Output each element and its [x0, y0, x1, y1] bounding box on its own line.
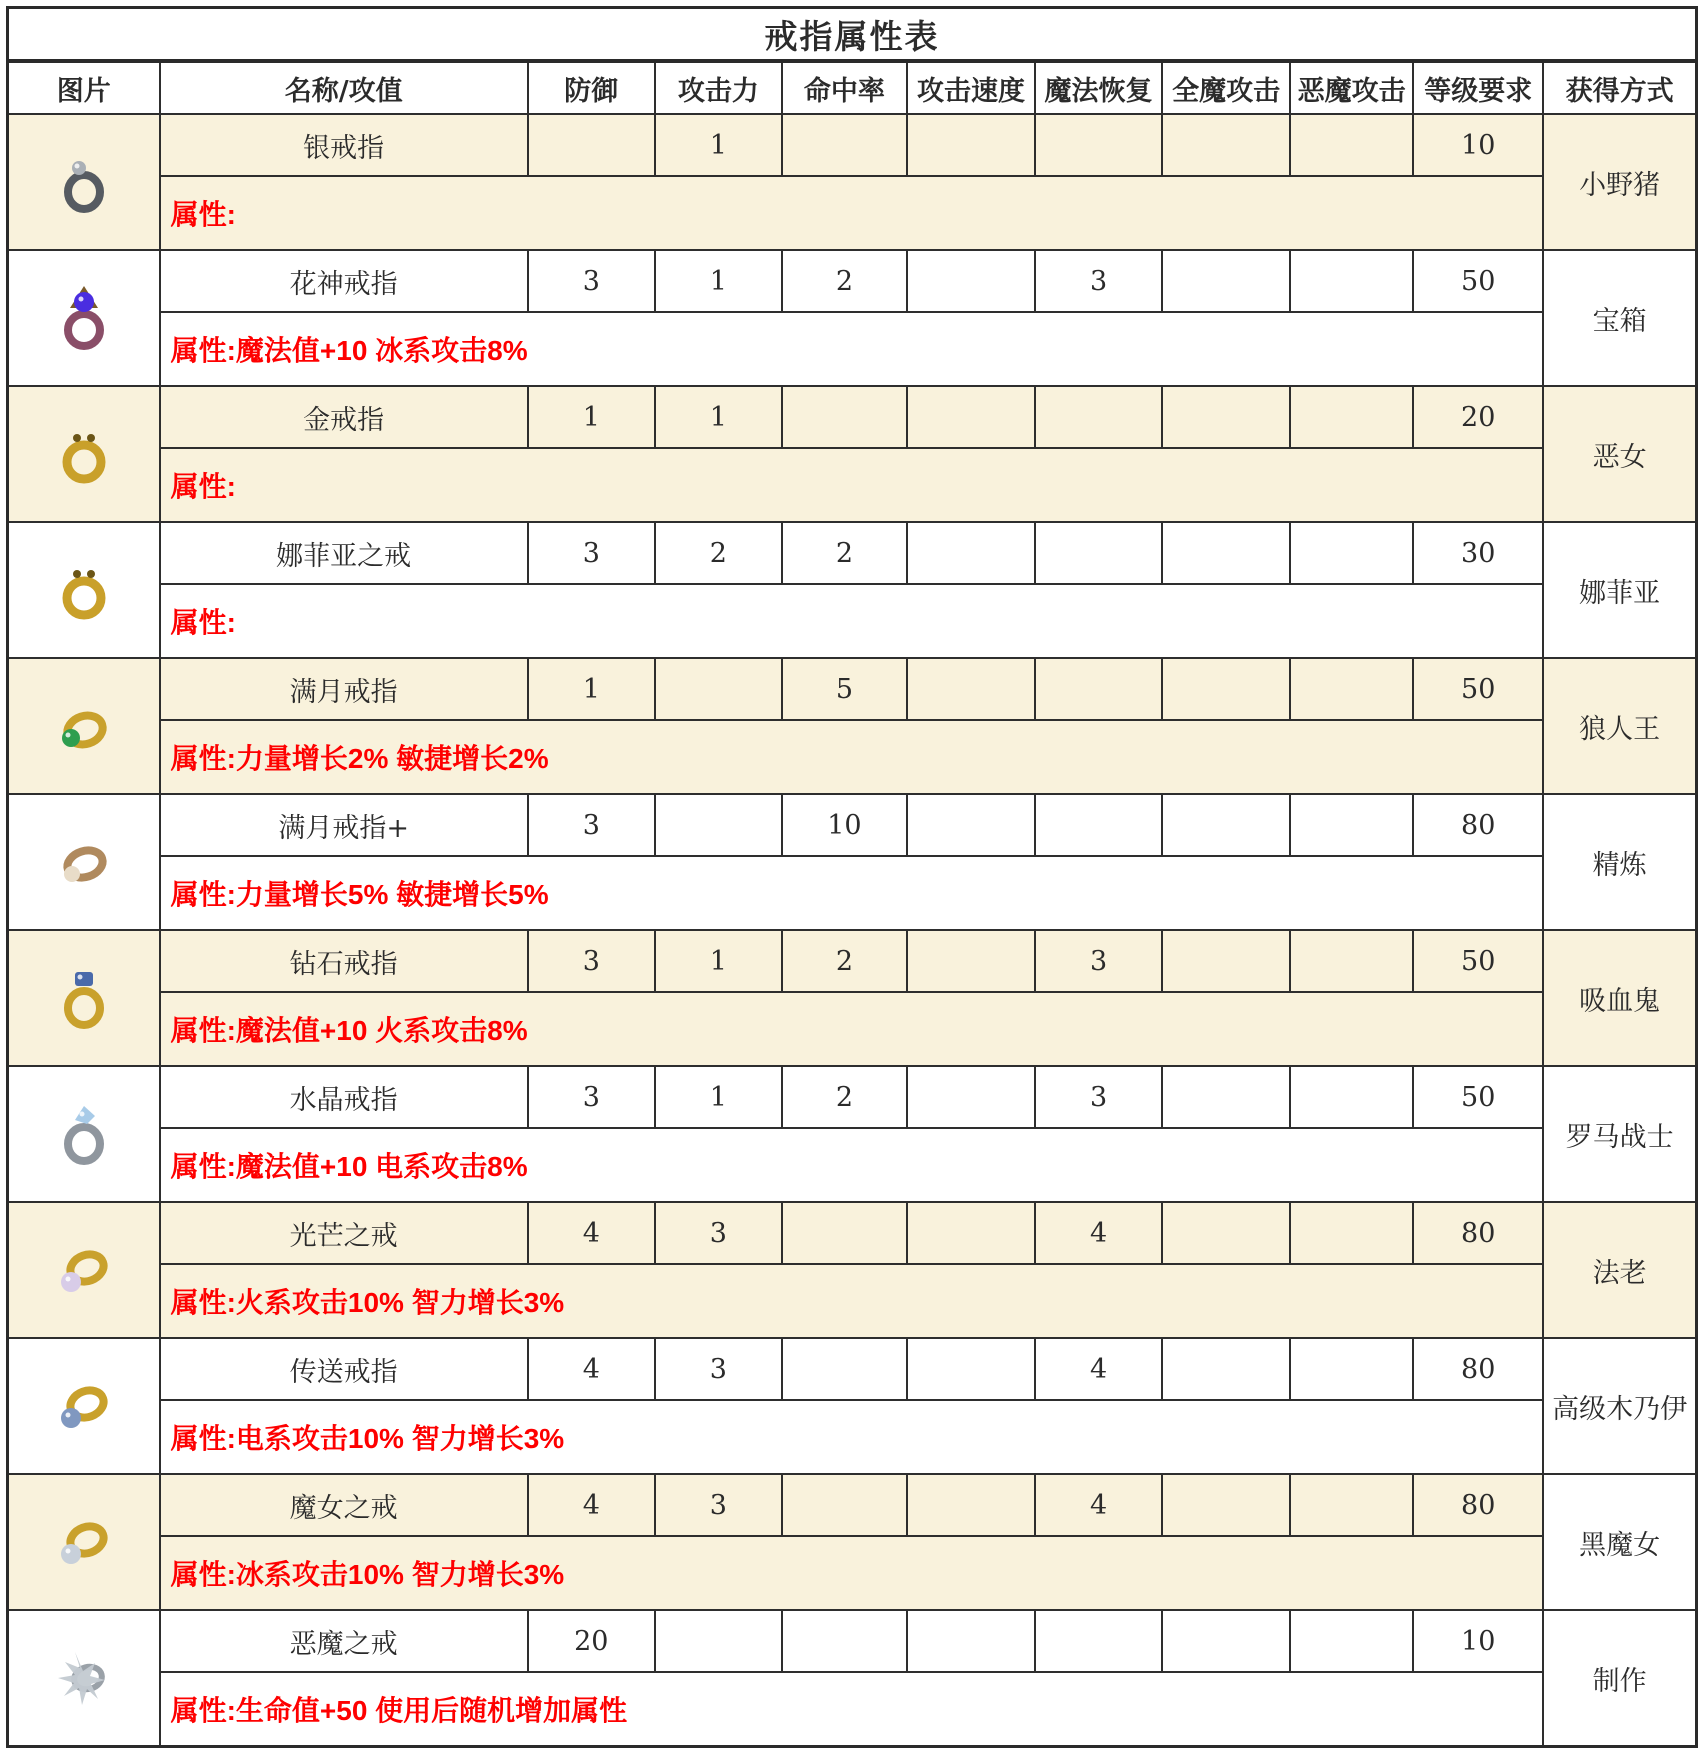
stat-defense: 4 [528, 1338, 655, 1400]
stat-attack-speed [907, 114, 1035, 176]
ring-icon-cell [8, 658, 160, 794]
stat-attack-speed [907, 1474, 1035, 1536]
stat-magic-recovery [1035, 1610, 1162, 1672]
stat-attack: 2 [655, 522, 782, 584]
stat-all-magic-attack [1162, 1202, 1290, 1264]
ring-icon-cell [8, 1338, 160, 1474]
ring-attributes: 属性:冰系攻击10% 智力增长3% [160, 1536, 1544, 1610]
obtain-method: 罗马战士 [1543, 1066, 1696, 1202]
ring-attributes: 属性:火系攻击10% 智力增长3% [160, 1264, 1544, 1338]
stat-hit-rate [782, 1202, 907, 1264]
gold-ring-icon [55, 420, 113, 488]
ring-attribute-table [6, 6, 1698, 1748]
stat-attack-speed [907, 1202, 1035, 1264]
stat-defense: 20 [528, 1610, 655, 1672]
table-row [8, 856, 1697, 930]
ring-icon-cell [8, 1610, 160, 1747]
stat-attack-speed [907, 794, 1035, 856]
obtain-method: 小野猪 [1543, 114, 1696, 250]
table-row [8, 1610, 1697, 1672]
stat-attack-speed [907, 250, 1035, 312]
stat-hit-rate: 2 [782, 930, 907, 992]
table-row [8, 720, 1697, 794]
stat-all-magic-attack [1162, 250, 1290, 312]
stat-attack [655, 1610, 782, 1672]
col-header-defense: 防御 [528, 61, 655, 114]
stat-level-req: 50 [1413, 930, 1543, 992]
stat-all-magic-attack [1162, 386, 1290, 448]
table-row [8, 114, 1697, 176]
stat-magic-recovery: 4 [1035, 1474, 1162, 1536]
ring-attributes: 属性:魔法值+10 冰系攻击8% [160, 312, 1544, 386]
ring-name: 花神戒指 [160, 250, 528, 312]
col-header-image: 图片 [8, 61, 160, 114]
full-moon-ring-icon [55, 692, 113, 760]
obtain-method: 法老 [1543, 1202, 1696, 1338]
ring-attributes: 属性:电系攻击10% 智力增长3% [160, 1400, 1544, 1474]
ring-icon-cell [8, 930, 160, 1066]
stat-attack: 3 [655, 1474, 782, 1536]
stat-magic-recovery: 4 [1035, 1338, 1162, 1400]
stat-hit-rate [782, 114, 907, 176]
stat-hit-rate [782, 1338, 907, 1400]
stat-all-magic-attack [1162, 794, 1290, 856]
ring-icon-cell [8, 386, 160, 522]
ring-attributes: 属性:力量增长5% 敏捷增长5% [160, 856, 1544, 930]
ring-attributes: 属性: [160, 176, 1544, 250]
ring-name: 银戒指 [160, 114, 528, 176]
table-row [8, 1066, 1697, 1128]
table-row [8, 930, 1697, 992]
teleport-ring-icon [55, 1372, 113, 1440]
ring-attributes: 属性: [160, 584, 1544, 658]
witch-ring-icon [55, 1508, 113, 1576]
stat-defense [528, 114, 655, 176]
stat-magic-recovery: 3 [1035, 930, 1162, 992]
table-row [8, 1128, 1697, 1202]
stat-magic-recovery [1035, 114, 1162, 176]
stat-demon-attack [1290, 1610, 1413, 1672]
stat-defense: 3 [528, 794, 655, 856]
obtain-method: 精炼 [1543, 794, 1696, 930]
ring-attributes: 属性:魔法值+10 火系攻击8% [160, 992, 1544, 1066]
stat-demon-attack [1290, 114, 1413, 176]
col-header-all-magic-attack: 全魔攻击 [1162, 61, 1290, 114]
table-row [8, 1672, 1697, 1747]
ring-name: 娜菲亚之戒 [160, 522, 528, 584]
obtain-method: 狼人王 [1543, 658, 1696, 794]
col-header-hit-rate: 命中率 [782, 61, 907, 114]
stat-defense: 1 [528, 386, 655, 448]
obtain-method: 黑魔女 [1543, 1474, 1696, 1610]
stat-level-req: 50 [1413, 250, 1543, 312]
stat-hit-rate [782, 1610, 907, 1672]
flower-ring-icon [55, 284, 113, 352]
obtain-method: 吸血鬼 [1543, 930, 1696, 1066]
stat-attack: 1 [655, 250, 782, 312]
col-header-obtain-method: 获得方式 [1543, 61, 1696, 114]
table-row [8, 250, 1697, 312]
stat-all-magic-attack [1162, 1338, 1290, 1400]
stat-all-magic-attack [1162, 658, 1290, 720]
col-header-attack: 攻击力 [655, 61, 782, 114]
stat-attack: 1 [655, 1066, 782, 1128]
table-row [8, 794, 1697, 856]
stat-hit-rate: 2 [782, 1066, 907, 1128]
stat-level-req: 80 [1413, 1474, 1543, 1536]
diamond-ring-icon [55, 964, 113, 1032]
radiance-ring-icon [55, 1236, 113, 1304]
stat-magic-recovery [1035, 386, 1162, 448]
stat-attack-speed [907, 658, 1035, 720]
stat-hit-rate: 5 [782, 658, 907, 720]
stat-level-req: 30 [1413, 522, 1543, 584]
gold-ring-icon [55, 556, 113, 624]
ring-icon-cell [8, 1202, 160, 1338]
stat-hit-rate: 2 [782, 250, 907, 312]
stat-hit-rate [782, 386, 907, 448]
stat-level-req: 50 [1413, 658, 1543, 720]
stat-level-req: 10 [1413, 1610, 1543, 1672]
table-row [8, 1474, 1697, 1536]
stat-attack-speed [907, 1338, 1035, 1400]
stat-demon-attack [1290, 1338, 1413, 1400]
ring-icon-cell [8, 250, 160, 386]
table-row [8, 1536, 1697, 1610]
crystal-ring-icon [55, 1100, 113, 1168]
ring-icon-cell [8, 114, 160, 250]
obtain-method: 宝箱 [1543, 250, 1696, 386]
ring-name: 金戒指 [160, 386, 528, 448]
stat-level-req: 10 [1413, 114, 1543, 176]
full-moon-plus-ring-icon [55, 828, 113, 896]
stat-demon-attack [1290, 794, 1413, 856]
ring-attributes: 属性:生命值+50 使用后随机增加属性 [160, 1672, 1544, 1747]
stat-level-req: 20 [1413, 386, 1543, 448]
ring-attributes: 属性:力量增长2% 敏捷增长2% [160, 720, 1544, 794]
stat-level-req: 50 [1413, 1066, 1543, 1128]
stat-attack: 3 [655, 1202, 782, 1264]
stat-demon-attack [1290, 522, 1413, 584]
col-header-level-req: 等级要求 [1413, 61, 1543, 114]
stat-attack: 1 [655, 930, 782, 992]
obtain-method: 恶女 [1543, 386, 1696, 522]
stat-all-magic-attack [1162, 1610, 1290, 1672]
stat-attack-speed [907, 386, 1035, 448]
stat-level-req: 80 [1413, 1338, 1543, 1400]
table-row [8, 992, 1697, 1066]
col-header-magic-recovery: 魔法恢复 [1035, 61, 1162, 114]
col-header-demon-attack: 恶魔攻击 [1290, 61, 1413, 114]
stat-demon-attack [1290, 930, 1413, 992]
stat-all-magic-attack [1162, 1474, 1290, 1536]
stat-attack: 1 [655, 114, 782, 176]
table-row [8, 448, 1697, 522]
stat-level-req: 80 [1413, 794, 1543, 856]
stat-hit-rate [782, 1474, 907, 1536]
table-row [8, 176, 1697, 250]
stat-attack [655, 794, 782, 856]
ring-name: 满月戒指+ [160, 794, 528, 856]
col-header-name: 名称/攻值 [160, 61, 528, 114]
obtain-method: 娜菲亚 [1543, 522, 1696, 658]
stat-attack-speed [907, 522, 1035, 584]
stat-all-magic-attack [1162, 522, 1290, 584]
ring-icon-cell [8, 794, 160, 930]
stat-attack: 1 [655, 386, 782, 448]
stat-defense: 3 [528, 250, 655, 312]
table-row [8, 658, 1697, 720]
stat-defense: 4 [528, 1202, 655, 1264]
table-row [8, 1264, 1697, 1338]
table-row [8, 522, 1697, 584]
ring-name: 水晶戒指 [160, 1066, 528, 1128]
ring-attributes: 属性:魔法值+10 电系攻击8% [160, 1128, 1544, 1202]
stat-magic-recovery [1035, 794, 1162, 856]
ring-name: 光芒之戒 [160, 1202, 528, 1264]
table-row [8, 584, 1697, 658]
ring-name: 传送戒指 [160, 1338, 528, 1400]
table-row [8, 312, 1697, 386]
stat-all-magic-attack [1162, 1066, 1290, 1128]
stat-demon-attack [1290, 386, 1413, 448]
stat-magic-recovery: 3 [1035, 250, 1162, 312]
ring-icon-cell [8, 1474, 160, 1610]
stat-magic-recovery: 3 [1035, 1066, 1162, 1128]
stat-defense: 4 [528, 1474, 655, 1536]
table-row [8, 1338, 1697, 1400]
ring-name: 满月戒指 [160, 658, 528, 720]
table-row [8, 1400, 1697, 1474]
stat-defense: 3 [528, 930, 655, 992]
stat-demon-attack [1290, 250, 1413, 312]
ring-name: 钻石戒指 [160, 930, 528, 992]
ring-name: 恶魔之戒 [160, 1610, 528, 1672]
obtain-method: 高级木乃伊 [1543, 1338, 1696, 1474]
table-row [8, 386, 1697, 448]
stat-hit-rate: 10 [782, 794, 907, 856]
stat-defense: 3 [528, 1066, 655, 1128]
stat-demon-attack [1290, 1202, 1413, 1264]
stat-attack-speed [907, 930, 1035, 992]
stat-demon-attack [1290, 1066, 1413, 1128]
silver-ring-icon [55, 148, 113, 216]
stat-all-magic-attack [1162, 930, 1290, 992]
stat-demon-attack [1290, 1474, 1413, 1536]
obtain-method: 制作 [1543, 1610, 1696, 1747]
stat-attack: 3 [655, 1338, 782, 1400]
stat-magic-recovery [1035, 522, 1162, 584]
stat-magic-recovery: 4 [1035, 1202, 1162, 1264]
table-title: 戒指属性表 [8, 8, 1697, 62]
stat-level-req: 80 [1413, 1202, 1543, 1264]
stat-all-magic-attack [1162, 114, 1290, 176]
col-header-attack-speed: 攻击速度 [907, 61, 1035, 114]
ring-icon-cell [8, 1066, 160, 1202]
stat-attack-speed [907, 1610, 1035, 1672]
table-row [8, 1202, 1697, 1264]
demon-ring-icon [55, 1644, 113, 1712]
stat-hit-rate: 2 [782, 522, 907, 584]
ring-attributes: 属性: [160, 448, 1544, 522]
stat-defense: 1 [528, 658, 655, 720]
stat-attack [655, 658, 782, 720]
stat-attack-speed [907, 1066, 1035, 1128]
stat-magic-recovery [1035, 658, 1162, 720]
stat-defense: 3 [528, 522, 655, 584]
ring-name: 魔女之戒 [160, 1474, 528, 1536]
stat-demon-attack [1290, 658, 1413, 720]
ring-icon-cell [8, 522, 160, 658]
